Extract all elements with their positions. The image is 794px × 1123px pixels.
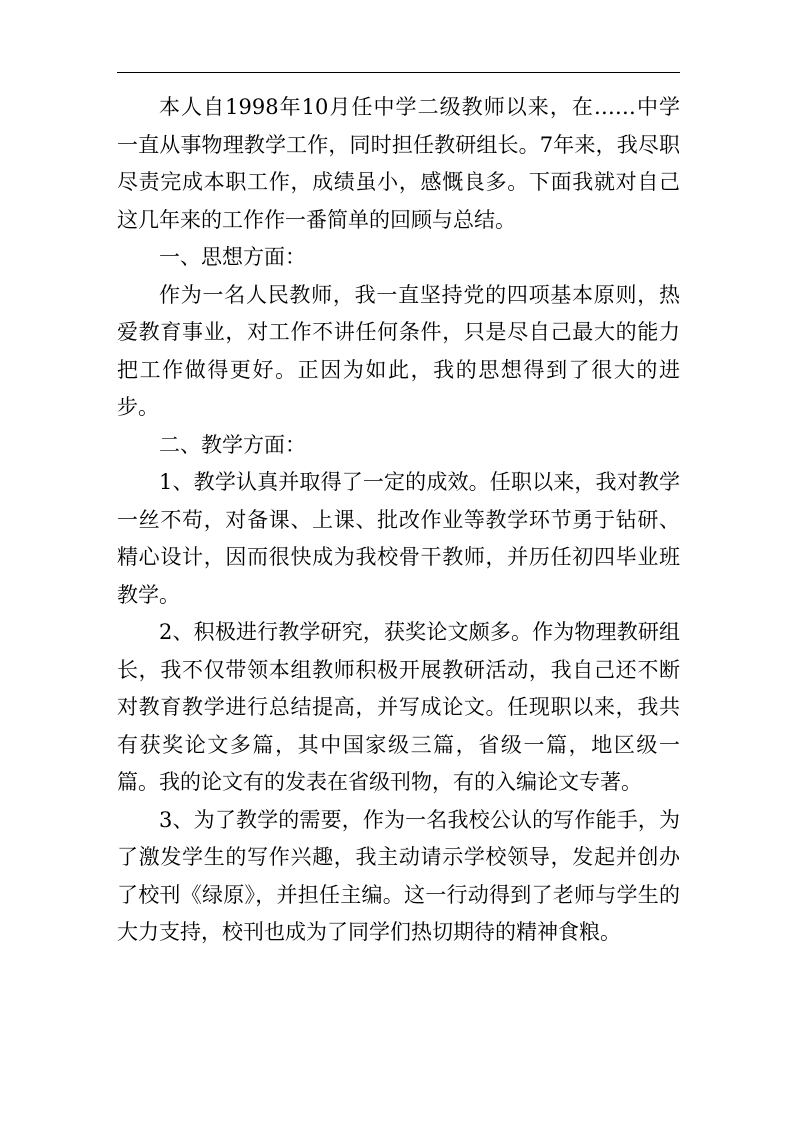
thought-paragraph: 作为一名人民教师，我一直坚持党的四项基本原则，热爱教育事业，对工作不讲任何条件，只是尽自己最大的能力把工作做得更好。正因为如此，我的思想得到了很大的进步。 xyxy=(117,282,680,419)
teaching-item-3: 3、为了教学的需要，作为一名我校公认的写作能手，为了激发学生的写作兴趣，我主动请示学校领导，发起并创办了校刊《绿原》，并担任主编。这一行动得到了老师与学生的大力支持，校刊也成为了同学们热切期待的精神食粮。 xyxy=(117,807,680,944)
intro-paragraph: 本人自1998年10月任中学二级教师以来，在……中学一直从事物理教学工作，同时担任教研组长。7年来，我尽职尽责完成本职工作，成绩虽小，感慨良多。下面我就对自己这几年来的工作作一番简单的回顾与总结。 xyxy=(117,95,680,232)
document-body xyxy=(117,89,680,952)
header-rule xyxy=(117,72,680,73)
teaching-item-2: 2、积极进行教学研究，获奖论文颇多。作为物理教研组长，我不仅带领本组教师积极开展教研活动，我自己还不断对教育教学进行总结提高，并写成论文。任现职以来，我共有获奖论文多篇，其中国家级三篇，省级一篇，地区级一篇。我的论文有的发表在省级刊物，有的入编论文专著。 xyxy=(117,620,680,794)
section-heading-teaching: 二、教学方面： xyxy=(159,432,306,457)
teaching-item-1: 1、教学认真并取得了一定的成效。任职以来，我对教学一丝不苟，对备课、上课、批改作业等教学环节勇于钻研、精心设计，因而很快成为我校骨干教师，并历任初四毕业班教学。 xyxy=(117,470,680,607)
section-heading-thought: 一、思想方面： xyxy=(159,245,306,269)
